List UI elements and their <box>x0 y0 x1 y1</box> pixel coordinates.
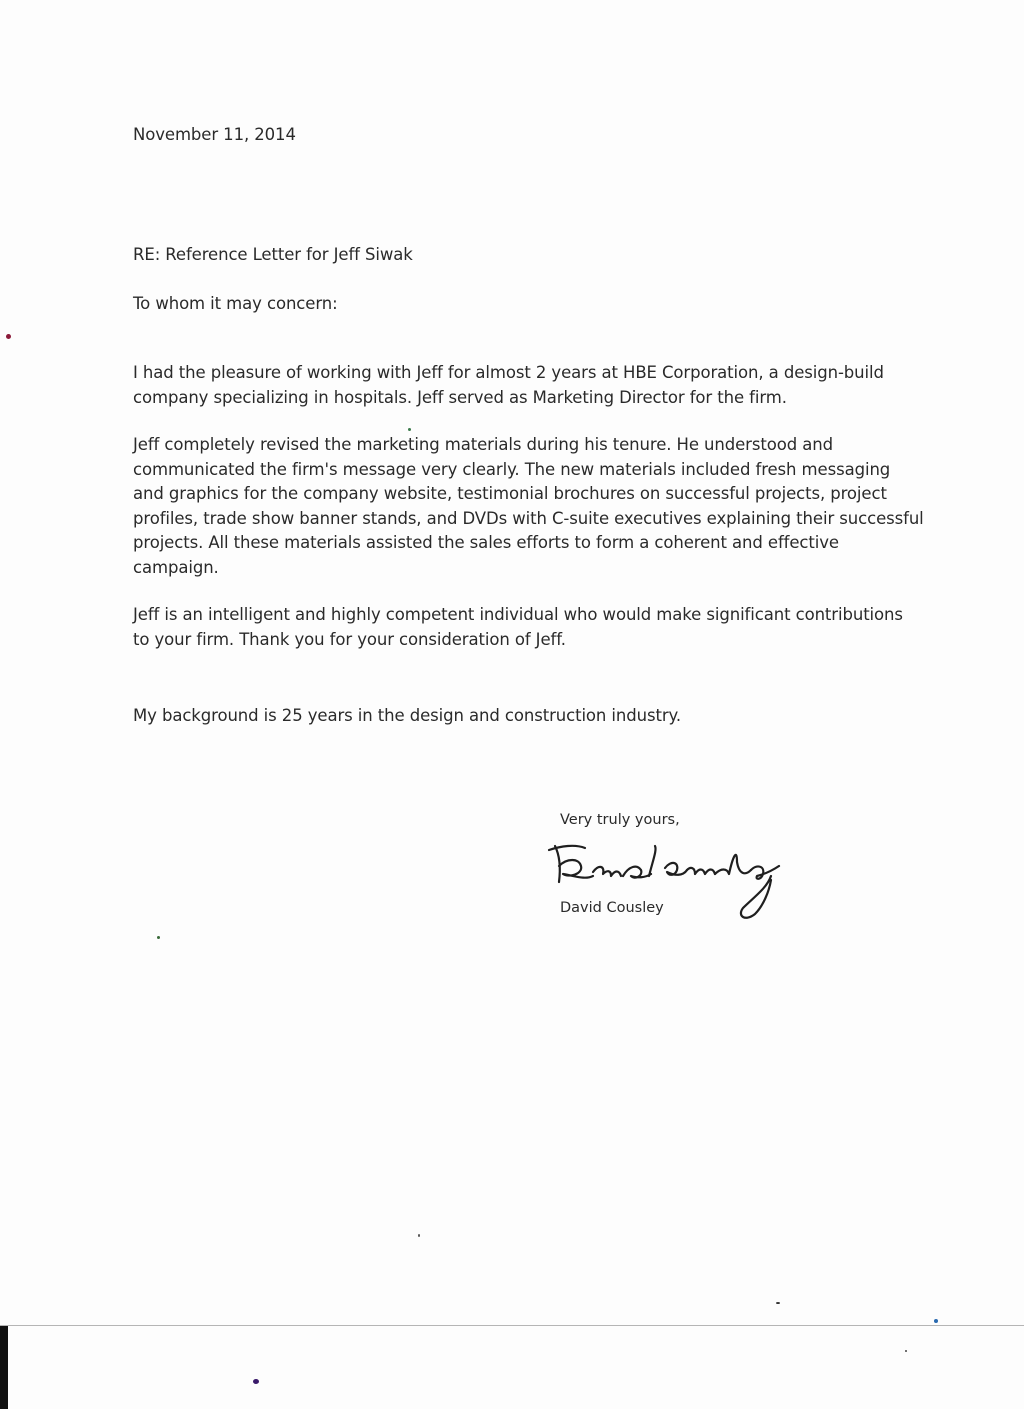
scan-speck <box>934 1319 938 1323</box>
scan-speck <box>408 428 411 431</box>
letter-salutation: To whom it may concern: <box>133 294 338 313</box>
letter-date: November 11, 2014 <box>133 125 296 144</box>
paragraph-2-line: Jeff completely revised the marketing materials during his tenure. He understood and <box>133 435 833 454</box>
scan-speck <box>157 936 160 939</box>
paragraph-1-line: company specializing in hospitals. Jeff served as Marketing Director for the firm. <box>133 387 787 407</box>
paragraph-1 <box>133 361 884 410</box>
paragraph-2 <box>133 433 924 580</box>
paragraph-3-line: Jeff is an intelligent and highly competent individual who would make significant contributions <box>133 605 903 624</box>
closing-line: Very truly yours, <box>560 812 680 828</box>
paragraph-2-line: campaign. <box>133 557 219 577</box>
scan-speck <box>253 1379 259 1384</box>
paragraph-3-line: to your firm. Thank you for your consideration of Jeff. <box>133 629 566 649</box>
scan-speck <box>6 334 11 339</box>
paragraph-3 <box>133 603 903 652</box>
paragraph-1-line: I had the pleasure of working with Jeff for almost 2 years at HBE Corporation, a design-build <box>133 363 884 382</box>
scan-speck <box>418 1234 420 1237</box>
paragraph-2-line: projects. All these materials assisted the sales efforts to form a coherent and effective <box>133 533 839 552</box>
paragraph-4: My background is 25 years in the design and construction industry. <box>133 706 682 725</box>
signer-name: David Cousley <box>560 900 664 916</box>
scan-speck <box>905 1350 907 1352</box>
paragraph-2-line: profiles, trade show banner stands, and DVDs with C-suite executives explaining their successful <box>133 508 924 528</box>
scan-speck <box>776 1302 780 1304</box>
letter-subject: RE: Reference Letter for Jeff Siwak <box>133 245 413 264</box>
paragraph-2-line: and graphics for the company website, testimonial brochures on successful projects, project <box>133 484 887 503</box>
scan-divider <box>0 1325 1024 1326</box>
scan-edge <box>0 1326 8 1409</box>
paragraph-2-line: communicated the firm's message very clearly. The new materials included fresh messaging <box>133 459 891 479</box>
